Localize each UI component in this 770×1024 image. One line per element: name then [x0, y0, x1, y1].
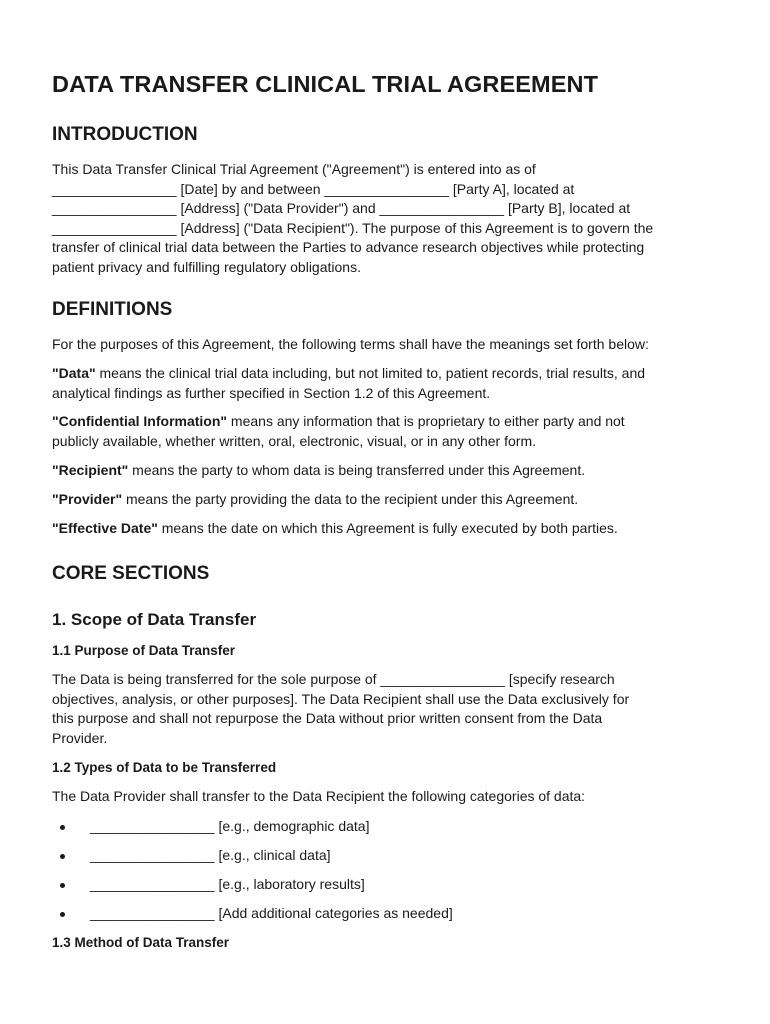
- definition-term: "Confidential Information": [52, 413, 228, 429]
- section-1-heading: 1. Scope of Data Transfer: [52, 610, 257, 629]
- bullet-icon: [60, 883, 65, 888]
- introduction-line: This Data Transfer Clinical Trial Agreement ("Agreement") is entered into as of: [52, 161, 536, 177]
- introduction-paragraph: [52, 160, 727, 277]
- document-title: DATA TRANSFER CLINICAL TRIAL AGREEMENT: [52, 71, 599, 97]
- definition-term: "Recipient": [52, 462, 129, 478]
- section-1-2-intro: The Data Provider shall transfer to the Data Recipient the following categories of data:: [52, 788, 586, 804]
- definition-data: "Data" means the clinical trial data including, but not limited to, patient records, trial results, and analytical findings as further specified in Section 1.2 of this Agreement.: [52, 365, 646, 401]
- bullet-icon: [60, 912, 65, 917]
- definition-term: "Effective Date": [52, 520, 158, 536]
- bullet-icon: [60, 854, 65, 859]
- definitions-heading: DEFINITIONS: [52, 299, 173, 320]
- definition-term: "Data": [52, 365, 96, 381]
- introduction-line: ________________ [Address] ("Data Recipient"). The purpose of this Agreement is to govern the: [52, 219, 654, 236]
- definition-effective-date: "Effective Date" means the date on which this Agreement is fully executed by both parties.: [52, 520, 618, 536]
- section-1-1-paragraph: The Data is being transferred for the sole purpose of ________________ [specify research objectives, analysis, or other purposes]. The Data Recipient shall use the Data exclusively for this purpose and shall not repurpose the Data without prior written consent from the Data Provider.: [52, 671, 630, 746]
- definition-provider: "Provider" means the party providing the data to the recipient under this Agreement.: [52, 491, 579, 507]
- definition-recipient: "Recipient" means the party to whom data is being transferred under this Agreement.: [52, 462, 586, 478]
- definition-confidential-information: "Confidential Information" means any information that is proprietary to either party and not publicly available, whether written, oral, electronic, visual, or in any other form.: [52, 413, 625, 449]
- introduction-line: patient privacy and fulfilling regulatory obligations.: [52, 258, 361, 275]
- introduction-line: transfer of clinical trial data between the Parties to advance research objectives while protecting: [52, 239, 645, 255]
- section-1-3-heading: 1.3 Method of Data Transfer: [52, 935, 230, 950]
- section-1-1-heading: 1.1 Purpose of Data Transfer: [52, 643, 236, 658]
- introduction-heading: INTRODUCTION: [52, 124, 198, 145]
- definitions-intro: For the purposes of this Agreement, the following terms shall have the meanings set forth below:: [52, 336, 649, 352]
- introduction-line: ________________ [Date] by and between ________________ [Party A], located at: [52, 180, 575, 197]
- core-sections-heading: CORE SECTIONS: [52, 563, 210, 584]
- introduction-line: ________________ [Address] ("Data Provider") and ________________ [Party B], located at: [52, 200, 631, 216]
- definition-term: "Provider": [52, 491, 123, 507]
- section-1-2-heading: 1.2 Types of Data to be Transferred: [52, 760, 277, 775]
- bullet-icon: [60, 825, 65, 830]
